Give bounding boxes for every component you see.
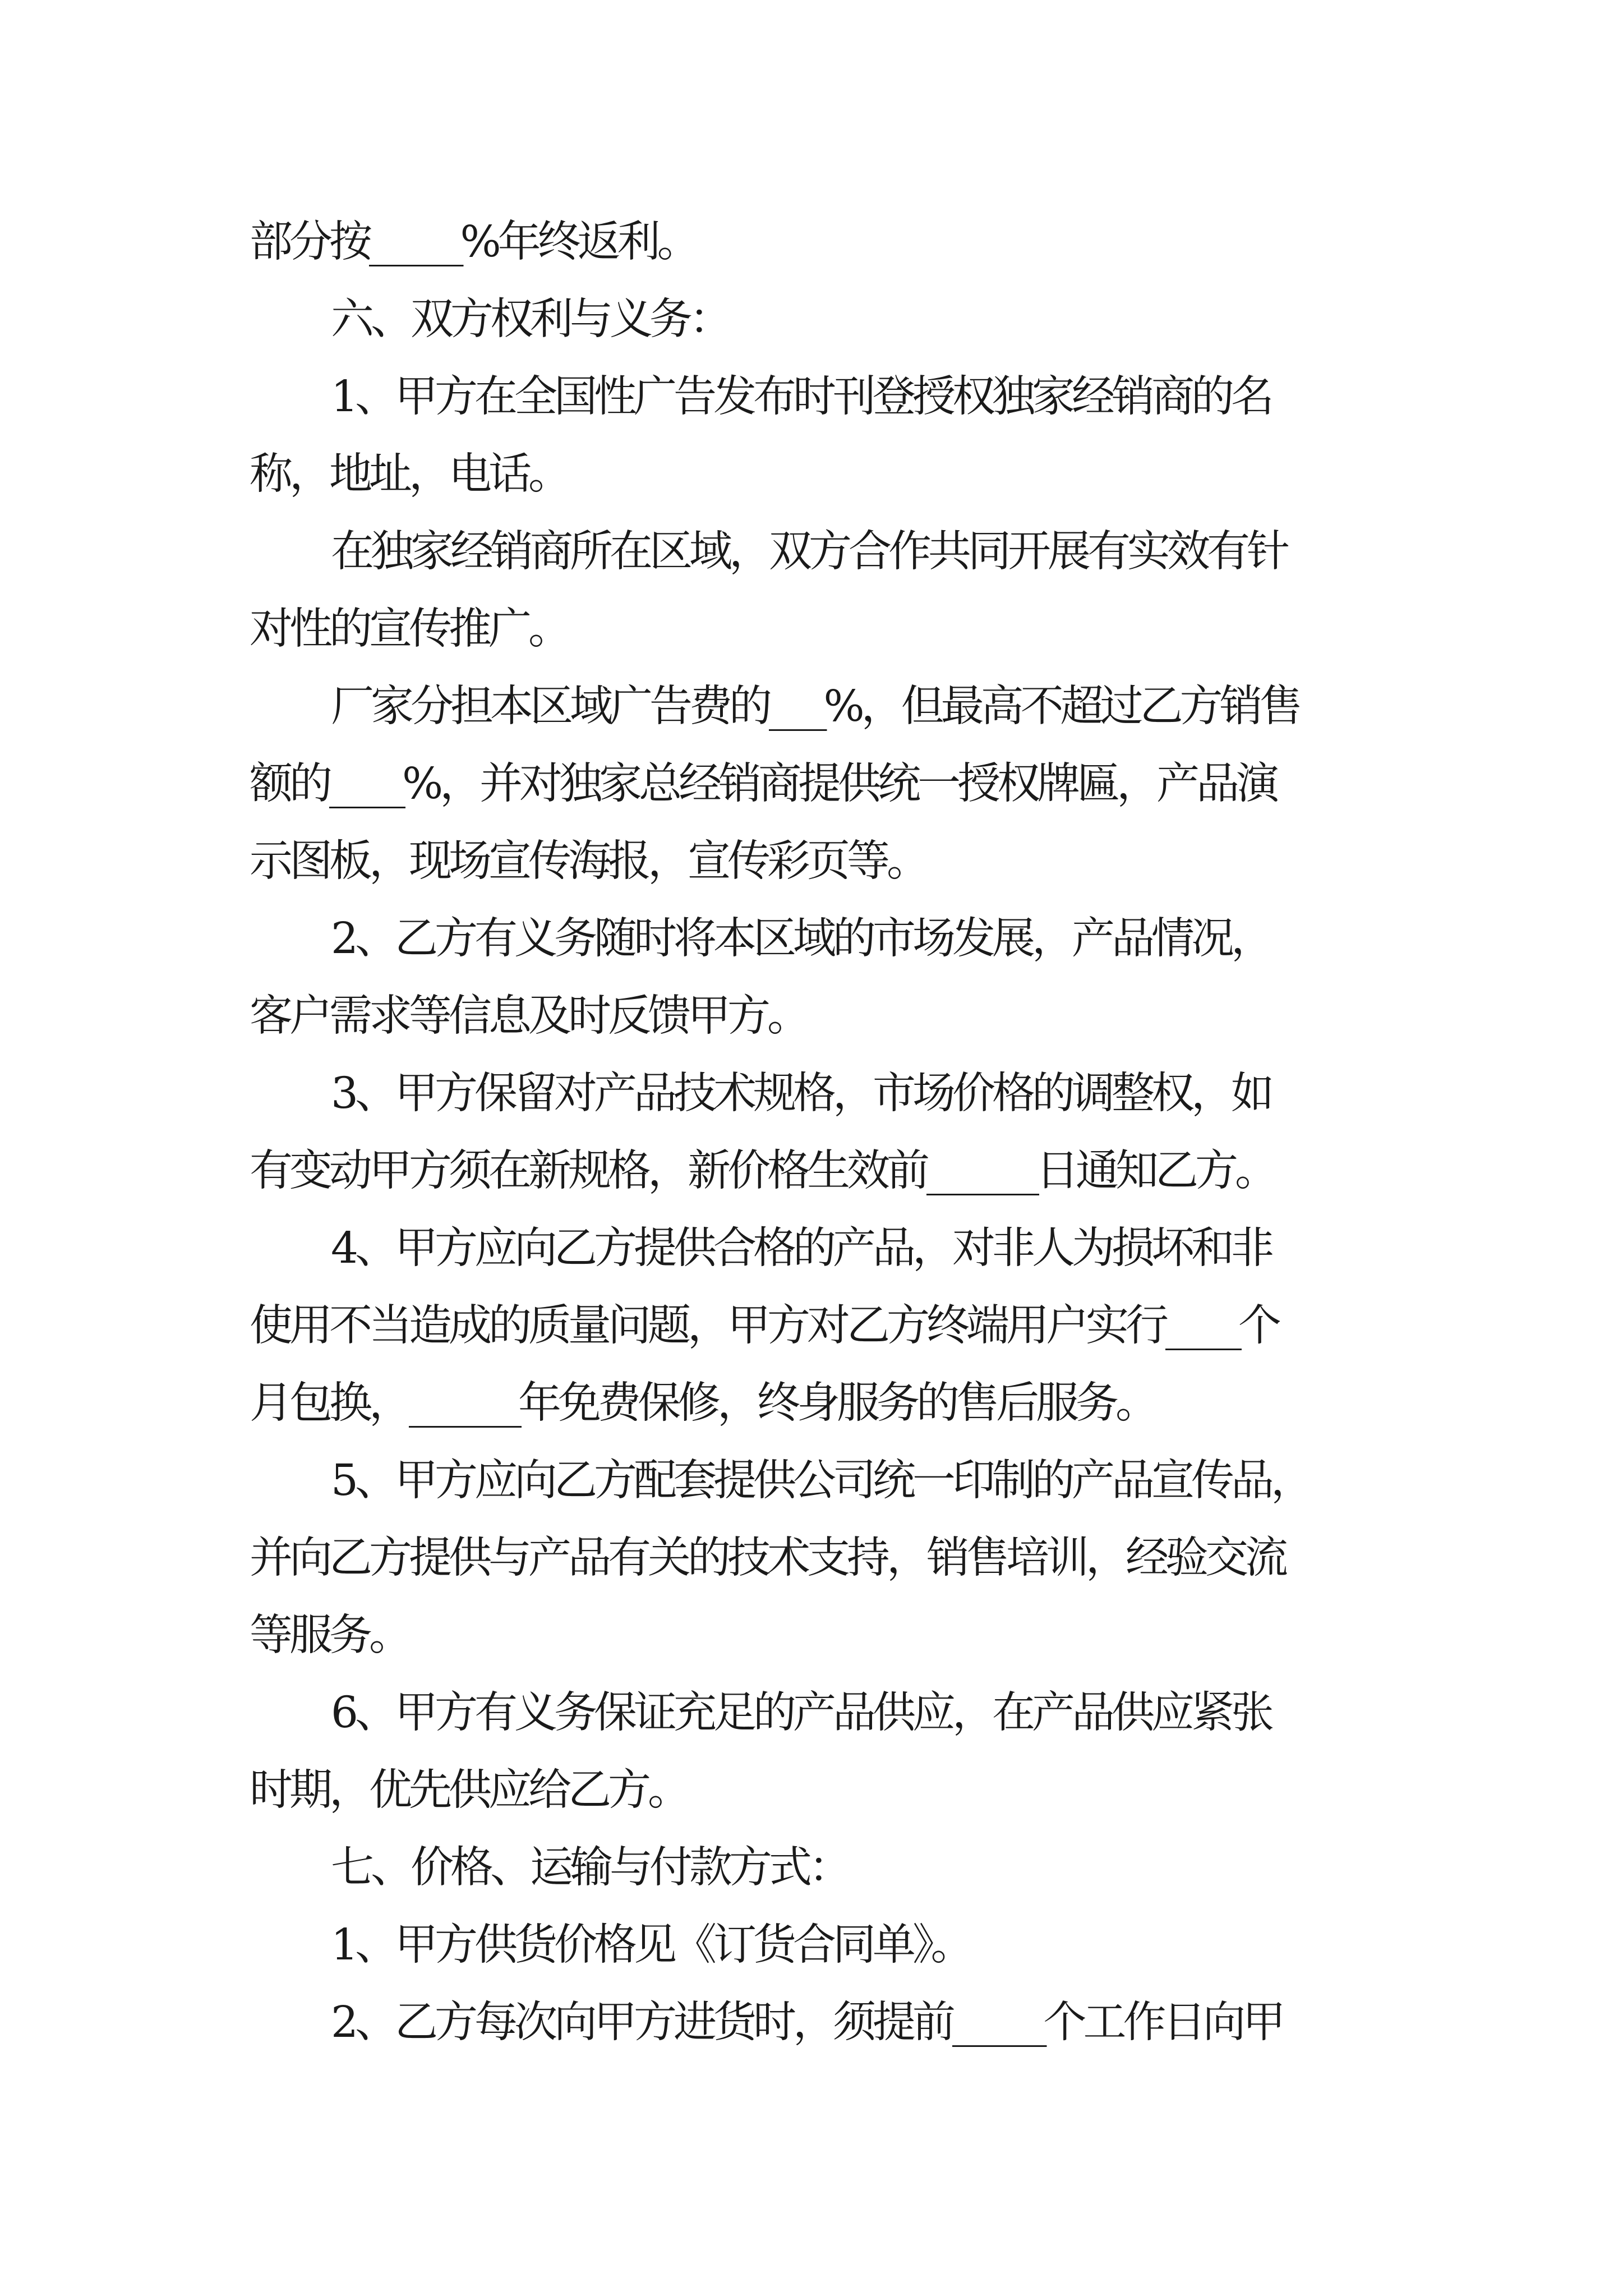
- text-line: 有变动甲方须在新规格，新价格生效前______日通知乙方。: [250, 1146, 1275, 1196]
- text-line: 月包换，______年免费保修，终身服务的售后服务。: [250, 1378, 1155, 1428]
- text-line: 1、甲方供货价格见《订货合同单》。: [331, 1920, 971, 1970]
- text-line: 并向乙方提供与产品有关的技术支持，销售培训，经验交流: [250, 1533, 1285, 1583]
- text-line: 使用不当造成的质量问题，甲方对乙方终端用户实行____个: [250, 1301, 1278, 1351]
- text-line: 2、乙方有义务随时将本区域的市场发展，产品情况，: [331, 914, 1271, 964]
- text-line: 2、乙方每次向甲方进货时，须提前_____个工作日向甲: [331, 1998, 1283, 2047]
- text-line: 4、甲方应向乙方提供合格的产品，对非人为损坏和非: [331, 1223, 1271, 1273]
- text-line: 厂家分担本区域广告费的___%，但最高不超过乙方销售: [331, 682, 1299, 731]
- text-line: 部分按_____%年终返利。: [250, 217, 697, 267]
- text-line: 时期，优先供应给乙方。: [250, 1765, 688, 1815]
- text-line: 客户需求等信息及时反馈甲方。: [250, 991, 807, 1041]
- text-line: 对性的宣传推广。: [250, 604, 568, 654]
- text-line: 额的____%，并对独家总经销商提供统一授权牌匾，产品演: [250, 759, 1276, 809]
- text-line: 3、甲方保留对产品技术规格，市场价格的调整权，如: [331, 1069, 1271, 1119]
- text-line: 等服务。: [250, 1611, 409, 1660]
- text-line: 示图板，现场宣传海报，宣传彩页等。: [250, 836, 926, 886]
- text-line: 在独家经销商所在区域，双方合作共同开展有实效有针: [331, 527, 1287, 577]
- text-line: 六、双方权利与义务：: [331, 295, 729, 344]
- text-line: 6、甲方有义务保证充足的产品供应，在产品供应紧张: [331, 1688, 1271, 1738]
- text-line: 5、甲方应向乙方配套提供公司统一印制的产品宣传品，: [331, 1456, 1311, 1506]
- text-line: 称，地址，电话。: [250, 449, 568, 499]
- text-line: 七、价格、运输与付款方式：: [331, 1843, 849, 1893]
- text-line: 1、甲方在全国性广告发布时刊登授权独家经销商的名: [331, 372, 1271, 422]
